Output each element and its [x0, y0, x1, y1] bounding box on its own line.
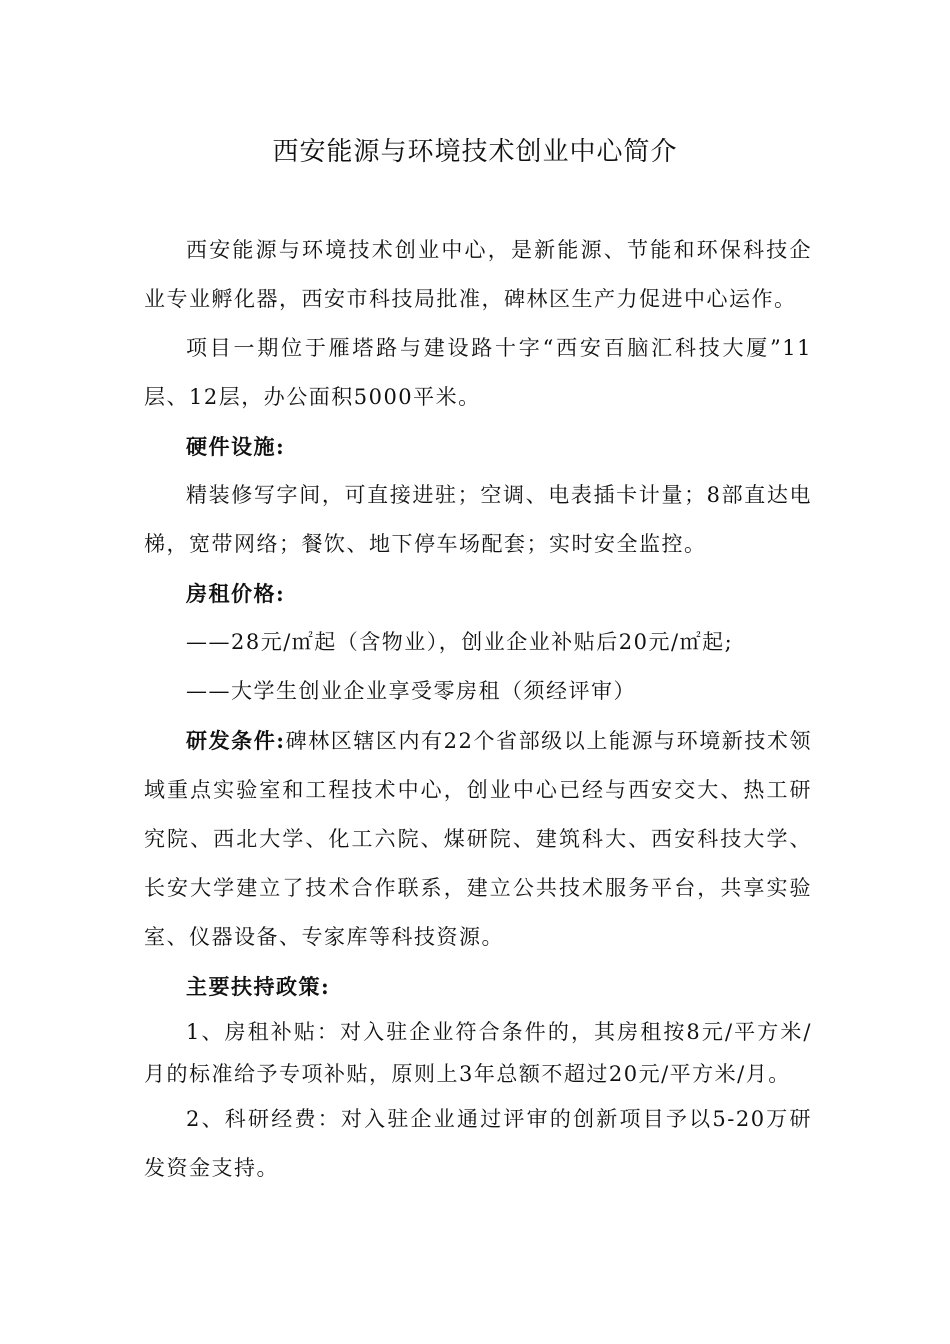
policy-item-2: 2、科研经费：对入驻企业通过评审的创新项目予以5-20万研发资金支持。 [144, 1107, 812, 1180]
rent-item-1: ——28元/㎡起（含物业），创业企业补贴后20元/㎡起; [186, 630, 734, 654]
policy-item-1: 1、房租补贴：对入驻企业符合条件的，其房租按8元/平方米/月的标准给予专项补贴，原则上3年总额不超过20元/平方米/月。 [144, 1020, 812, 1086]
policy-heading: 主要扶持政策: [186, 974, 331, 999]
rnd-heading: 研发条件: [186, 728, 286, 753]
document-body [144, 226, 812, 1193]
location-paragraph: 项目一期位于雁塔路与建设路十字“西安百脑汇科技大厦”11层、12层，办公面积5000平米。 [144, 336, 812, 409]
hardware-heading: 硬件设施: [186, 434, 286, 459]
hardware-paragraph: 精装修写字间，可直接进驻；空调、电表插卡计量；8部直达电梯，宽带网络；餐饮、地下停车场配套；实时安全监控。 [144, 483, 812, 556]
rent-heading: 房租价格: [186, 581, 286, 606]
rnd-paragraph [144, 716, 812, 962]
rent-item-2: ——大学生创业企业享受零房租（须经评审） [186, 679, 636, 703]
page-title: 西安能源与环境技术创业中心简介 [272, 137, 678, 167]
intro-paragraph: 西安能源与环境技术创业中心，是新能源、节能和环保科技企业专业孵化器，西安市科技局批准，碑林区生产力促进中心运作。 [144, 238, 812, 311]
rnd-text: 碑林区辖区内有22个省部级以上能源与环境新技术领域重点实验室和工程技术中心，创业中心已经与西安交大、热工研究院、西北大学、化工六院、煤研院、建筑科大、西安科技大学、长安大学建立了技术合作联系，建立公共技术服务平台，共享实验室、仪器设备、专家库等科技资源。 [144, 729, 812, 949]
